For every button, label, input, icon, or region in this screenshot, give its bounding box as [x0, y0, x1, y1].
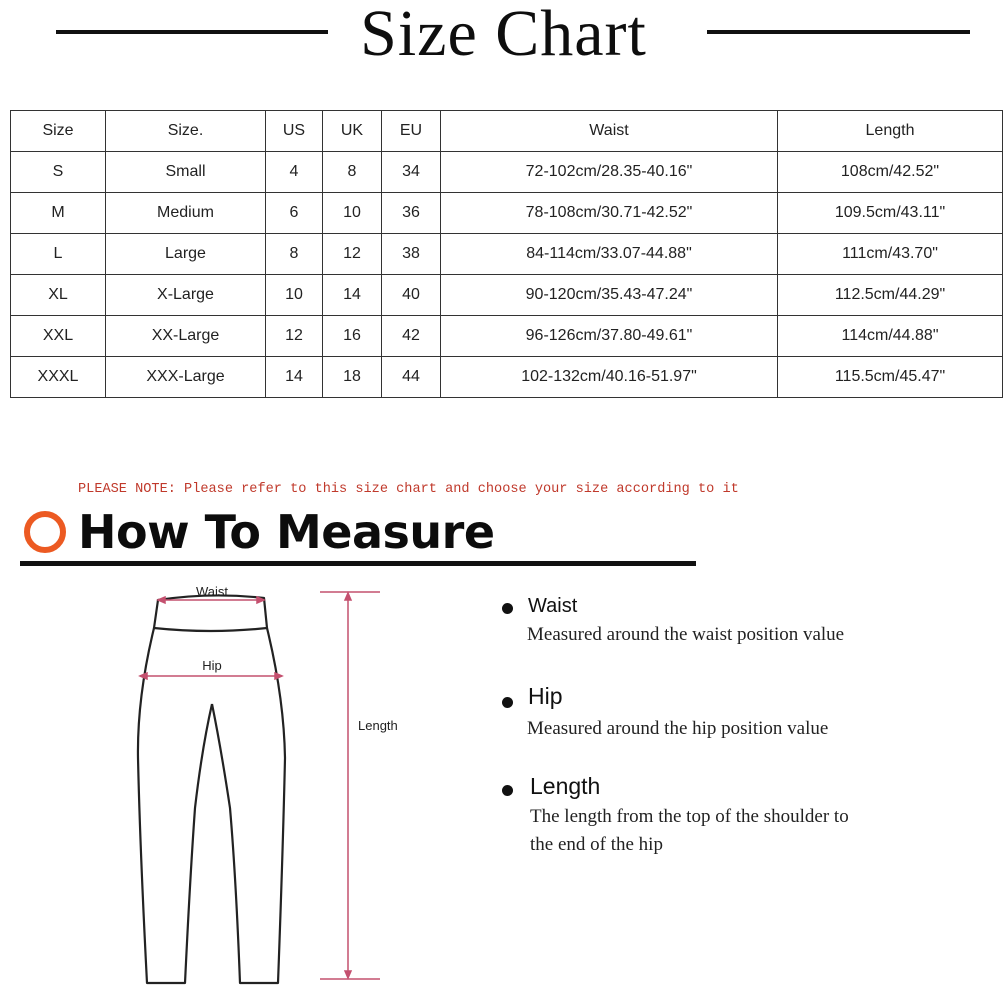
- table-cell: 72-102cm/28.35-40.16": [441, 152, 778, 193]
- table-cell: 40: [382, 275, 441, 316]
- table-cell: 102-132cm/40.16-51.97": [441, 357, 778, 398]
- table-row: [11, 316, 1003, 357]
- item-heading: Length: [530, 773, 601, 799]
- table-cell: S: [11, 152, 106, 193]
- table-row: [11, 234, 1003, 275]
- table-cell: L: [11, 234, 106, 275]
- table-cell: 12: [323, 234, 382, 275]
- table-cell: Large: [106, 234, 266, 275]
- item-heading: Hip: [528, 683, 563, 709]
- title-rule-right: [707, 30, 970, 34]
- table-cell: XL: [11, 275, 106, 316]
- table-cell: 8: [266, 234, 323, 275]
- table-cell: 109.5cm/43.11": [778, 193, 1003, 234]
- column-header: US: [266, 111, 323, 152]
- table-cell: 4: [266, 152, 323, 193]
- hip-measure-line: [140, 673, 282, 679]
- table-cell: 90-120cm/35.43-47.24": [441, 275, 778, 316]
- size-chart-header: [0, 0, 1007, 70]
- table-cell: 115.5cm/45.47": [778, 357, 1003, 398]
- table-row: [11, 357, 1003, 398]
- table-cell: X-Large: [106, 275, 266, 316]
- item-description: the end of the hip: [530, 834, 663, 855]
- bullet-icon: [502, 603, 513, 614]
- table-cell: 36: [382, 193, 441, 234]
- table-cell: 114cm/44.88": [778, 316, 1003, 357]
- column-header: Size: [11, 111, 106, 152]
- table-row: [11, 275, 1003, 316]
- waist-label: Waist: [195, 584, 229, 599]
- item-description: The length from the top of the shoulder to: [530, 806, 849, 827]
- table-cell: Small: [106, 152, 266, 193]
- page-title: Size Chart: [360, 0, 647, 70]
- size-note: PLEASE NOTE: Please refer to this size chart and choose your size according to it: [78, 482, 739, 497]
- table-cell: 14: [323, 275, 382, 316]
- pants-measurement-diagram: [120, 578, 420, 990]
- table-cell: 108cm/42.52": [778, 152, 1003, 193]
- item-description: Measured around the hip position value: [527, 718, 829, 739]
- table-cell: 44: [382, 357, 441, 398]
- table-cell: 16: [323, 316, 382, 357]
- table-cell: 96-126cm/37.80-49.61": [441, 316, 778, 357]
- table-cell: 112.5cm/44.29": [778, 275, 1003, 316]
- bullet-icon: [502, 785, 513, 796]
- orange-circle-icon: [24, 511, 66, 553]
- table-cell: XXX-Large: [106, 357, 266, 398]
- table-cell: XXL: [11, 316, 106, 357]
- table-row: [11, 193, 1003, 234]
- item-description: Measured around the waist position value: [527, 624, 845, 645]
- column-header: UK: [323, 111, 382, 152]
- table-cell: 10: [266, 275, 323, 316]
- length-measure-line: [320, 592, 380, 979]
- bullet-icon: [502, 697, 513, 708]
- table-cell: 12: [266, 316, 323, 357]
- table-cell: 6: [266, 193, 323, 234]
- column-header: EU: [382, 111, 441, 152]
- hip-label: Hip: [202, 658, 222, 673]
- table-cell: XX-Large: [106, 316, 266, 357]
- table-row: [11, 152, 1003, 193]
- table-header-row: [11, 111, 1003, 152]
- table-cell: Medium: [106, 193, 266, 234]
- table-cell: 8: [323, 152, 382, 193]
- section-divider: [20, 561, 696, 566]
- table-cell: 111cm/43.70": [778, 234, 1003, 275]
- table-cell: 14: [266, 357, 323, 398]
- item-heading: Waist: [528, 595, 578, 617]
- table-cell: 42: [382, 316, 441, 357]
- table-cell: 18: [323, 357, 382, 398]
- how-to-measure-title: How To Measure: [78, 505, 495, 559]
- pants-outline-icon: [138, 595, 285, 983]
- table-cell: 78-108cm/30.71-42.52": [441, 193, 778, 234]
- column-header: Waist: [441, 111, 778, 152]
- column-header: Size.: [106, 111, 266, 152]
- size-table: [10, 110, 1003, 398]
- table-cell: 10: [323, 193, 382, 234]
- length-label: Length: [358, 718, 398, 733]
- table-cell: XXXL: [11, 357, 106, 398]
- table-cell: M: [11, 193, 106, 234]
- table-cell: 84-114cm/33.07-44.88": [441, 234, 778, 275]
- table-cell: 38: [382, 234, 441, 275]
- table-cell: 34: [382, 152, 441, 193]
- column-header: Length: [778, 111, 1003, 152]
